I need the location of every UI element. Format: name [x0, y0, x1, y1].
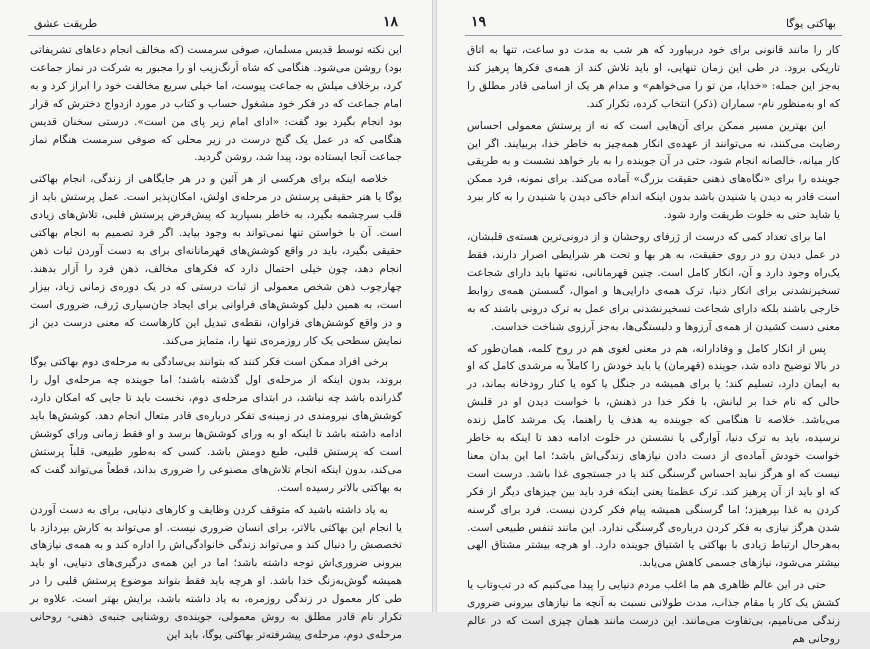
page-body [30, 42, 402, 641]
paragraph: برخی افراد ممکن است فکر کنند که بتوانند بی‌سادگی به مرحله‌ی دوم بهاکتی یوگا بروند، بدون اینکه از مرحله‌ی اول گذشته باشند؛ اما جوینده چه مرحله‌ی اول را گذرانده باشد چه نباشد، در ابتدای مرحله‌ی دوم، نخست باید تا جایی که امکان دارد، کوشش‌های نیرومندی در زمینه‌ی تفکر درباره‌ی قادر متعال انجام دهد. کوشش‌ها باید ادامه داشته باشد تا اینکه او به ورای کوشش‌ها برسد و او فقط زمانی ورای کوشش است که پرستش قلبی، طبع دومش باشد. کسی که به‌طور طبیعی، قلباً پرستش می‌کند، بدون اینکه انجام تلاش‌های مصنوعی را ضروری بداند، قطعاً می‌تواند گفت که به بهاکتی بالاتر رسیده است. [30, 356, 402, 494]
page-header [30, 14, 402, 36]
paragraph: کار را مانند قانونی برای خود دربیاورد که هر شب به مدت دو ساعت، تنها به اتاق تاریکی برود. در طی این زمان تنهایی، او باید تلاش کند از همه‌ی فکرها پرهیز کند به‌جز این جمله: «خدایا، من تو را می‌خواهم» و مدام هر یک از اسامی قادر مطلق را که او به‌منظور نام- سماران (ذکر) انتخاب کرده، تکرار کند. [467, 44, 840, 110]
header-rule [28, 35, 404, 36]
running-title: بهاکتی یوگا [785, 17, 836, 30]
paragraph: اما برای تعداد کمی که درست از ژرفای روحشان و از درونی‌ترین هسته‌ی قلبشان، در عمل دیدن رو در روی حقیقت، به هر بها و تحت هر شرایطی اصرار دارند، فقط یک‌راه وجود دارد و آن، انکار کامل است. چنین قهرمانانی، نه‌تنها باید دارای شجاعت تسخیرنشدنی برای انکار دنیا، ترک همه‌ی دارایی‌ها و اموال، گسستن همه‌ی روابط خارجی باشند بلکه دارای شجاعت تسخیرنشدنی برای عمل به ترک درونی باشند که به معنی دست کشیدن از همه‌ی آرزوها و دلبستگی‌ها، به‌جز آرزوی شناخت خداست. [467, 231, 840, 333]
header-rule [465, 35, 842, 36]
page-number: ۱۹ [471, 14, 487, 30]
page-body [467, 42, 840, 645]
page-header [467, 14, 840, 36]
paragraph: این نکته توسط قدیس مسلمان، صوفی سرمست (که مخالف انجام دعاهای تشریفاتی بود) روشن می‌شود. هنگامی که شاه اَرنگ‌زیب او را مجبور به شرکت در نماز جماعت کرد، برخلاف میلش به جماعت پیوست، اما خیلی سریع مخالفت خود را ابراز کرد و به امام جماعت که در فکر خود مشغول حساب و کتاب در مورد ازدواج دخترش که قرار بود انجام بگیرد بود گفت: «ادای امام زیر پای من است». درستی سخنان قدیس هنگامی که در عمل یک گنج درست در زیر محلی که صوفی سرمست هنگام نماز جماعت آنجا ایستاده بود، پیدا شد، روشن گردید. [30, 44, 402, 164]
paragraph: به یاد داشته باشید که متوقف کردن وظایف و کارهای دنیایی، برای به دست آوردن یا انجام این بهاکتی بالاتر، برای انسان ضروری نیست. او می‌تواند به کارش بپردازد با تخصصش را دنبال کند و می‌تواند زندگی خانوادگی‌اش را اداره کند و به همه‌ی نیازهای بیرونی ضروری‌اش توجه داشته باشد؛ اما در این همه‌ی درگیری‌های دنیایی، او باید همیشه گوش‌به‌زنگ خدا باشد. او هرچه باید فقط بتواند موضوع پرستش قلبی را در طی کار معمول در زندگی روزمره، به یاد داشته باشد، برایش بهتر است. علاوه بر تکرار نام قادر مطلق به روش معمولی، جوینده‌ی روشنایی جنبه‌ی ذهنی- روحانی مرحله‌ی دوم، مرحله‌ی پیشرفته‌تر بهاکتی یوگا، باید این [30, 503, 402, 641]
right-page [436, 0, 870, 645]
left-page [0, 0, 433, 641]
paragraph: حتی در این عالم ظاهری هم ما اغلب مردم دنیایی را پیدا می‌کنیم که در تب‌وتاب یا کشش یک کار یا مقام جذاب، مدت طولانی نسبت به آنچه ما نیازهای بیرونی ضروری زندگی می‌نامیم، بی‌تفاوت می‌مانند. این درست مانند همان چیزی است که در عالم روحانی هم [467, 579, 840, 645]
paragraph: این بهترین مسیر ممکن برای آن‌هایی است که نه از پرستش معمولی احساس رضایت می‌کنند، نه می‌توانند از عهده‌ی انکار همه‌چیز به خاطر خدا، بربیایند. اگر این کار میانه، خالصانه انجام شود، حتی در آن جوینده را به بار خواهد نشست و به طریقی جوینده را برای «نگاه‌های ذهنی حقیقت بزرگ» آماده می‌کند. برای نمونه، فرد ممکن است قادر به دیدن یا شنیدن باشد بدون اینکه اندام خاکی دیدن یا شنیدن را به کار ببرد یا شاید حتی به خلوت طریقت وارد شود. [467, 119, 840, 222]
paragraph: پس از انکار کامل و وفادارانه، هم در معنی لغوی هم در روح کلمه، همان‌طور که در بالا توضیح داده شد، جوینده (قهرمان) یا باید خودش را کاملاً به مرشدی کامل که او به ایمان دارد، تسلیم کند؛ یا برای همیشه در جنگل یا کوه یا کنار رودخانه بماند، در حالی که نام خدا بر لبانش، با فکر خدا در ذهنش، با خواست دیدن او در قلبش می‌باشد. خلاصه تا هنگامی که جوینده به هدف یا راهنما، یک مرشد کامل زنده نرسیده، باید به ترک دنیا، آوارگی یا نشستن در خلوت ادامه دهد تا اینکه به خاطر خواست خودش آماده‌ی از دست دادن نیازهای زندگی‌اش باشد؛ اما این بدان معنا نیست که او هرگز نباید احساس گرسنگی کند یا در جستجوی غذا باشد. درست است که او باید از آن پرهیز کند. ترک عظمتا یعنی اینکه فرد باید بین چیزهای دیگر از فکر کردن به غذا بپرهیزد؛ اما گرسنگی همیشه پیام فکر کردن نیست. فرد برای گرسنه شدن هرگز نیازی به فکر کردن درباره‌ی گرسنگی ندارد. این مانند تنفس طبیعی است. به‌هرحال ارتباط زیادی با بهاکتی یا اشتیاق جوینده دارد. او هرچه بیشتر مشتاق الهی بیشتر می‌شود، نیازهای جسمی کاهش می‌یابد. [467, 342, 840, 570]
paragraph: خلاصه اینکه برای هرکسی از هر آئین و در هر جایگاهی از زندگی، انجام بهاکتی یوگا یا هنر حقیقی پرستش در مرحله‌ی اولش، امکان‌پذیر است. عمل پرستش باید از قلب سرچشمه بگیرد، به خاطر بسپارید که پیش‌فرض پرستش قلبی، تلاش‌های زیادی است. آن با خواستن تنها نمی‌تواند به وجود بیاید. اگر فرد تصمیم به انجام بهاکتی حقیقی بگیرد، باید در واقع کوشش‌های قهرمانانه‌ای برای به دست آوردن ثبات ذهن انجام دهد، چون خیلی احتمال دارد که فکرهای مخالف، ذهن فرد را آزار بدهند. چهارچوب ذهن شخص معمولی از ثبات درستی که در یک دوره‌ی زمانی زیاد، بیزار است، به همین دلیل کوشش‌های فراوانی برای ایجاد جان‌سپاری ژرف، ضروری است و در واقع کوشش‌های فراوان، نقطه‌ی تبدیل این کارهاست که معنی درست دین از نمایش سطحی یک کار روزمره‌ی تنها را، متمایز می‌کند. [30, 173, 402, 347]
running-title: طریقت عشق [34, 17, 98, 30]
page-number: ۱۸ [382, 14, 398, 30]
